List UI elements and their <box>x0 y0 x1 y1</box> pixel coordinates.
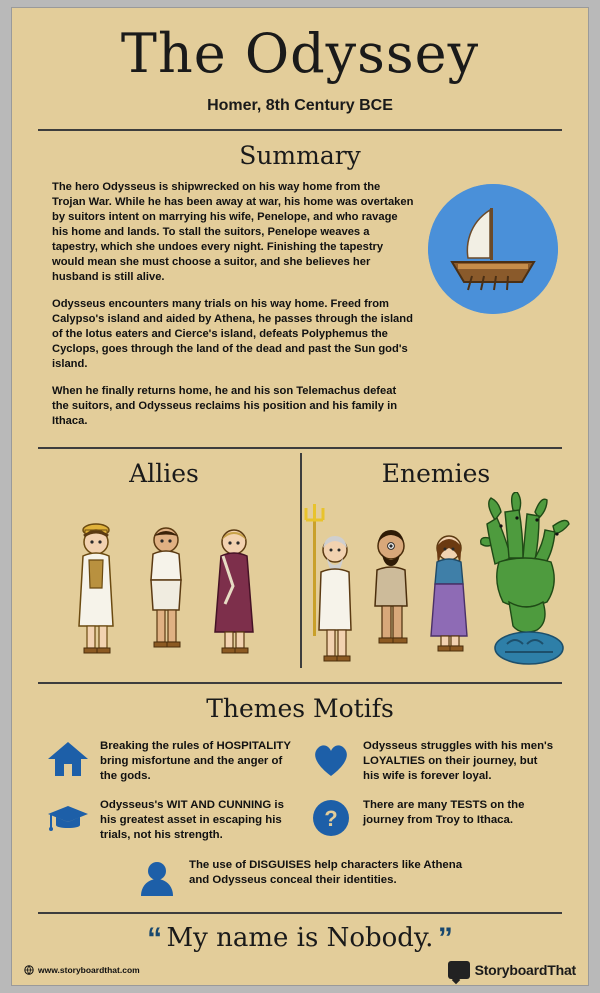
sailing-ship-illustration <box>428 184 558 314</box>
theme-text: Odysseus's WIT AND CUNNING is his greatest asset in escaping his trials, not his strength. <box>100 799 284 842</box>
divider-themes <box>38 682 562 684</box>
enemies-heading: Enemies <box>381 458 491 488</box>
theme-text: There are many TESTS on the journey from Troy to Ithaca. <box>363 799 525 827</box>
brand-name: StoryboardThat <box>474 962 576 978</box>
summary-section <box>12 180 588 429</box>
theme-item <box>309 796 554 843</box>
themes-row <box>46 737 554 784</box>
footer-url-text: www.storyboardthat.com <box>38 965 140 975</box>
character-polyphemus <box>363 508 419 678</box>
quote-close-mark: ” <box>437 921 453 955</box>
speech-bubble-icon <box>448 961 470 979</box>
theme-item <box>46 796 291 843</box>
footer <box>12 955 588 985</box>
quote-open-mark: “ <box>147 921 163 955</box>
summary-paragraph: When he finally returns home, he and his son Telemachus defeat the suitors, and Odysseus reclaims his position and his family in Ithaca. <box>52 384 398 427</box>
theme-item <box>309 737 554 784</box>
enemies-column <box>300 449 572 678</box>
theme-text: The use of DISGUISES help characters like Athena and Odysseus conceal their identities. <box>189 858 463 886</box>
person-icon <box>135 856 179 900</box>
allies-heading: Allies <box>129 458 199 488</box>
question-mark-icon <box>309 796 353 840</box>
divider-quote <box>38 912 562 914</box>
theme-item <box>135 856 465 900</box>
summary-heading: Summary <box>239 140 361 170</box>
globe-icon <box>24 965 34 975</box>
footer-url[interactable] <box>24 965 140 975</box>
themes-section <box>12 733 588 900</box>
page-subtitle: Homer, 8th Century BCE <box>207 96 393 114</box>
themes-heading: Themes Motifs <box>206 693 394 723</box>
quote-section <box>12 922 588 956</box>
summary-paragraph: The hero Odysseus is shipwrecked on his way home from the Trojan War. While he has been away at war, his home was overtaken by suitors intent on marrying his wife, Penelope, and who ravage his home and lands. To stall the suitors, Penelope weaves a tapestry, which she undoes every night. Finishing the tapestry would mean she must choose a suitor, and she believes her husband is still alive. <box>52 180 414 283</box>
page-title: The Odyssey <box>120 22 480 85</box>
characters-section <box>12 449 588 678</box>
allies-figures <box>28 498 300 678</box>
svg-text:?: ? <box>324 806 338 832</box>
character-scylla <box>479 492 571 678</box>
theme-item <box>46 737 291 784</box>
character-poseidon <box>301 504 361 690</box>
summary-text <box>52 180 414 429</box>
themes-row <box>46 856 554 900</box>
vertical-divider <box>300 453 302 668</box>
theme-text: Breaking the rules of HOSPITALITY bring misfortune and the anger of the gods. <box>100 739 291 782</box>
themes-row <box>46 796 554 843</box>
house-icon <box>46 737 90 781</box>
character-telemachus <box>135 508 197 678</box>
character-penelope <box>203 508 265 678</box>
enemies-figures <box>300 498 572 678</box>
summary-paragraph: Odysseus encounters many trials on his way home. Freed from Calypso's island and aided by Athena, he passes through the island of the lotus eaters and Cierce's island, defeats Polyphemus the Cyclops, goes through the land of the dead and past the Sun god's island. <box>52 297 413 370</box>
brand-logo[interactable] <box>448 961 576 979</box>
graduation-cap-icon <box>46 796 90 840</box>
heart-icon <box>309 737 353 781</box>
poster <box>12 8 588 985</box>
theme-text: Odysseus struggles with his men's LOYALTIES on their journey, but his wife is forever loyal. <box>363 739 554 782</box>
character-athena <box>63 508 129 678</box>
character-circe <box>421 508 477 678</box>
allies-column <box>28 449 300 678</box>
quote-text: My name is Nobody. <box>166 922 434 953</box>
divider-top <box>38 129 562 131</box>
